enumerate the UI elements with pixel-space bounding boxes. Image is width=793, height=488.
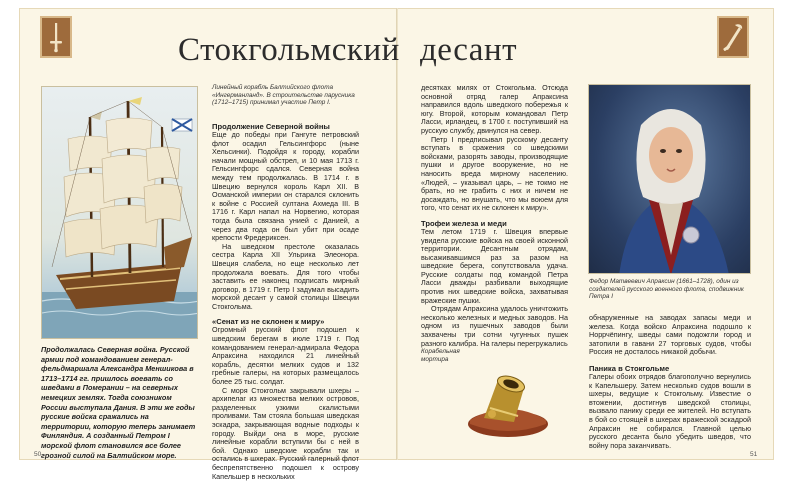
book-gutter xyxy=(396,8,398,460)
paragraph: Огромный русский флот подошел к шведским берегам в июле 1719 г. Под командованием генерал-адмирала Федора Апраксина находился 21 линейный корабль, десятки мелких судов и 132 гребные галеры, на которых размещалось более 25 тыс. солдат. xyxy=(212,325,359,387)
paragraph: обнаруженные на заводах запасы меди и железа. Когда войско Апраксина подошло к Норрчёпингу, шведы сами подожгли город и затопили в гавани 27 торговых судов, чтобы Россия не досталось никакой добычи. xyxy=(589,313,751,357)
paragraph: Петр I предписывал русскому десанту вступать в сражения со шведскими войсками, разорять заводы, производящие пушки и другое вооружение, но не наносить вреда мирному населению. «Людей, – указывал царь, – не токмо не брать, но не грабить с них и ничем не досаждать, но внушать, что мы воюем для того, что сенат их не склонен к миру». xyxy=(421,134,568,213)
section-heading: «Сенат из не склонен к миру» xyxy=(212,317,325,327)
paragraph: Отрядам Апраксина удалось уничтожить несколько железных и медных заводов. На одном из пушечных заводов были захвачены три сотни чугунных пушек разного калибра. На галеры перегружались xyxy=(421,304,568,348)
paragraph: Тем летом 1719 г. Швеция впервые увидела русские войска на своей исконной территории. Десантным отрядам, высаживавшимся раз за разом на шведские берега, сопутствовала удача. Русские солдаты под командой Петра Ласси дважды разбивали выходящие против них шведские войска, захватывая вражеские пушки. xyxy=(421,226,568,305)
cannon-caption: Корабельная мортира xyxy=(421,348,460,363)
paragraph: десятках милях от Стокгольма. Отсюда основной отряд галер Апраксина направился вдоль шведского побережья к югу. Второй, которым командовал Петр Ласси, ирландец, в 1700 г. поступивший на русскую службу, двинулся на север. xyxy=(421,83,568,135)
page-title-right: десант xyxy=(420,32,518,68)
paragraph: С моря Стокгольм закрывали шхеры – архипелаг из множества мелких островов, разделенных узкими скалистыми проливами. Там стояла большая шведская эскадра, закрывающая водные подходы к городу. Выйди она в море, русские линейные корабли вступили бы с ней в бой. Однако шведские корабли так и остались в шхерах. Русский галерный флот беспрепятственно подошел к острову Капельшер в нескольких xyxy=(212,385,359,481)
left-caption-bold: Продолжалась Северная война. Русской армии под командованием генерал-фельдмаршала Александра Меншикова в 1713–1714 гг. пришлось воевать со шведами в Померании – на северных немецких землях. Тогда союзником России выступала Дания. В эти же годы русские войска сражались на территории, которую теперь занимает Финляндия. А созданный Петром I морской флот становился все более грозной силой на Балтийском море. xyxy=(41,345,196,460)
sword-emblem-icon xyxy=(40,16,72,58)
paragraph: Еще до победы при Гангуте петровский флот осадил Гельсингфорс (ныне Хельсинки). Подойдя к городу, корабли начали мощный обстрел, и 10 мая 1713 г. Гельсингфорс сдался. Северная война между тем продолжалась. В 1714 г. в Швецию вернулся король Карл XII. В Османской империи он старался склонить к войне с Россией султана Ахмеда III. В 1716 г. Карл напал на Норвегию, которая тогда была связана унией с Данией, а через два года он был убит при осаде крепости Фредериксен. xyxy=(212,130,359,243)
paragraph: На шведском престоле оказалась сестра Карла XII Ульрика Элеонора. Швеция слабела, но еще несколько лет продолжала воевать. Для того чтобы заставить ее наконец подписать мирный договор, в 1719 г. Петр I задумал высадить морской десант у самой столицы Швеции Стокгольма. xyxy=(212,241,359,311)
apraksin-portrait xyxy=(588,84,751,274)
page-number-left: 50 xyxy=(34,451,42,458)
mortar-illustration xyxy=(462,358,554,440)
section-heading: Продолжение Северной войны xyxy=(212,122,330,131)
column-4 xyxy=(589,314,751,450)
column-2 xyxy=(212,122,359,481)
section-heading: Паника в Стокгольме xyxy=(589,363,670,373)
ship-caption: Линейный корабль Балтийского флота «Ингерманланд». В строительстве парусника (1712–1715) принимал участие Петр I. xyxy=(212,84,355,106)
sword-emblem-icon xyxy=(717,16,749,58)
apraksin-caption: Федор Матвеевич Апраксин (1661–1728), один из создателей русского военного флота, сподвижник Петра I xyxy=(589,278,744,300)
section-heading: Трофеи железа и меди xyxy=(421,218,507,228)
page-number-right: 51 xyxy=(750,451,758,458)
column-3 xyxy=(421,84,568,348)
paragraph: Галеры обоих отрядов благополучно вернулись к Капельшеру. Затем несколько судов вошли в шхеры, ведущие к Стокгольму. Известие о втожении, достигнув шведской столицы, вызвало панику среди ее жителей. Но вступать в бой со стоящей в шхерах вражеской эскадрой Апраксин не собирался. Главной целью русского десанта было убедить шведов, что войну пора заканчивать. xyxy=(589,371,751,450)
ship-illustration xyxy=(41,86,198,339)
page-title-left: Стокгольмский xyxy=(178,32,400,68)
